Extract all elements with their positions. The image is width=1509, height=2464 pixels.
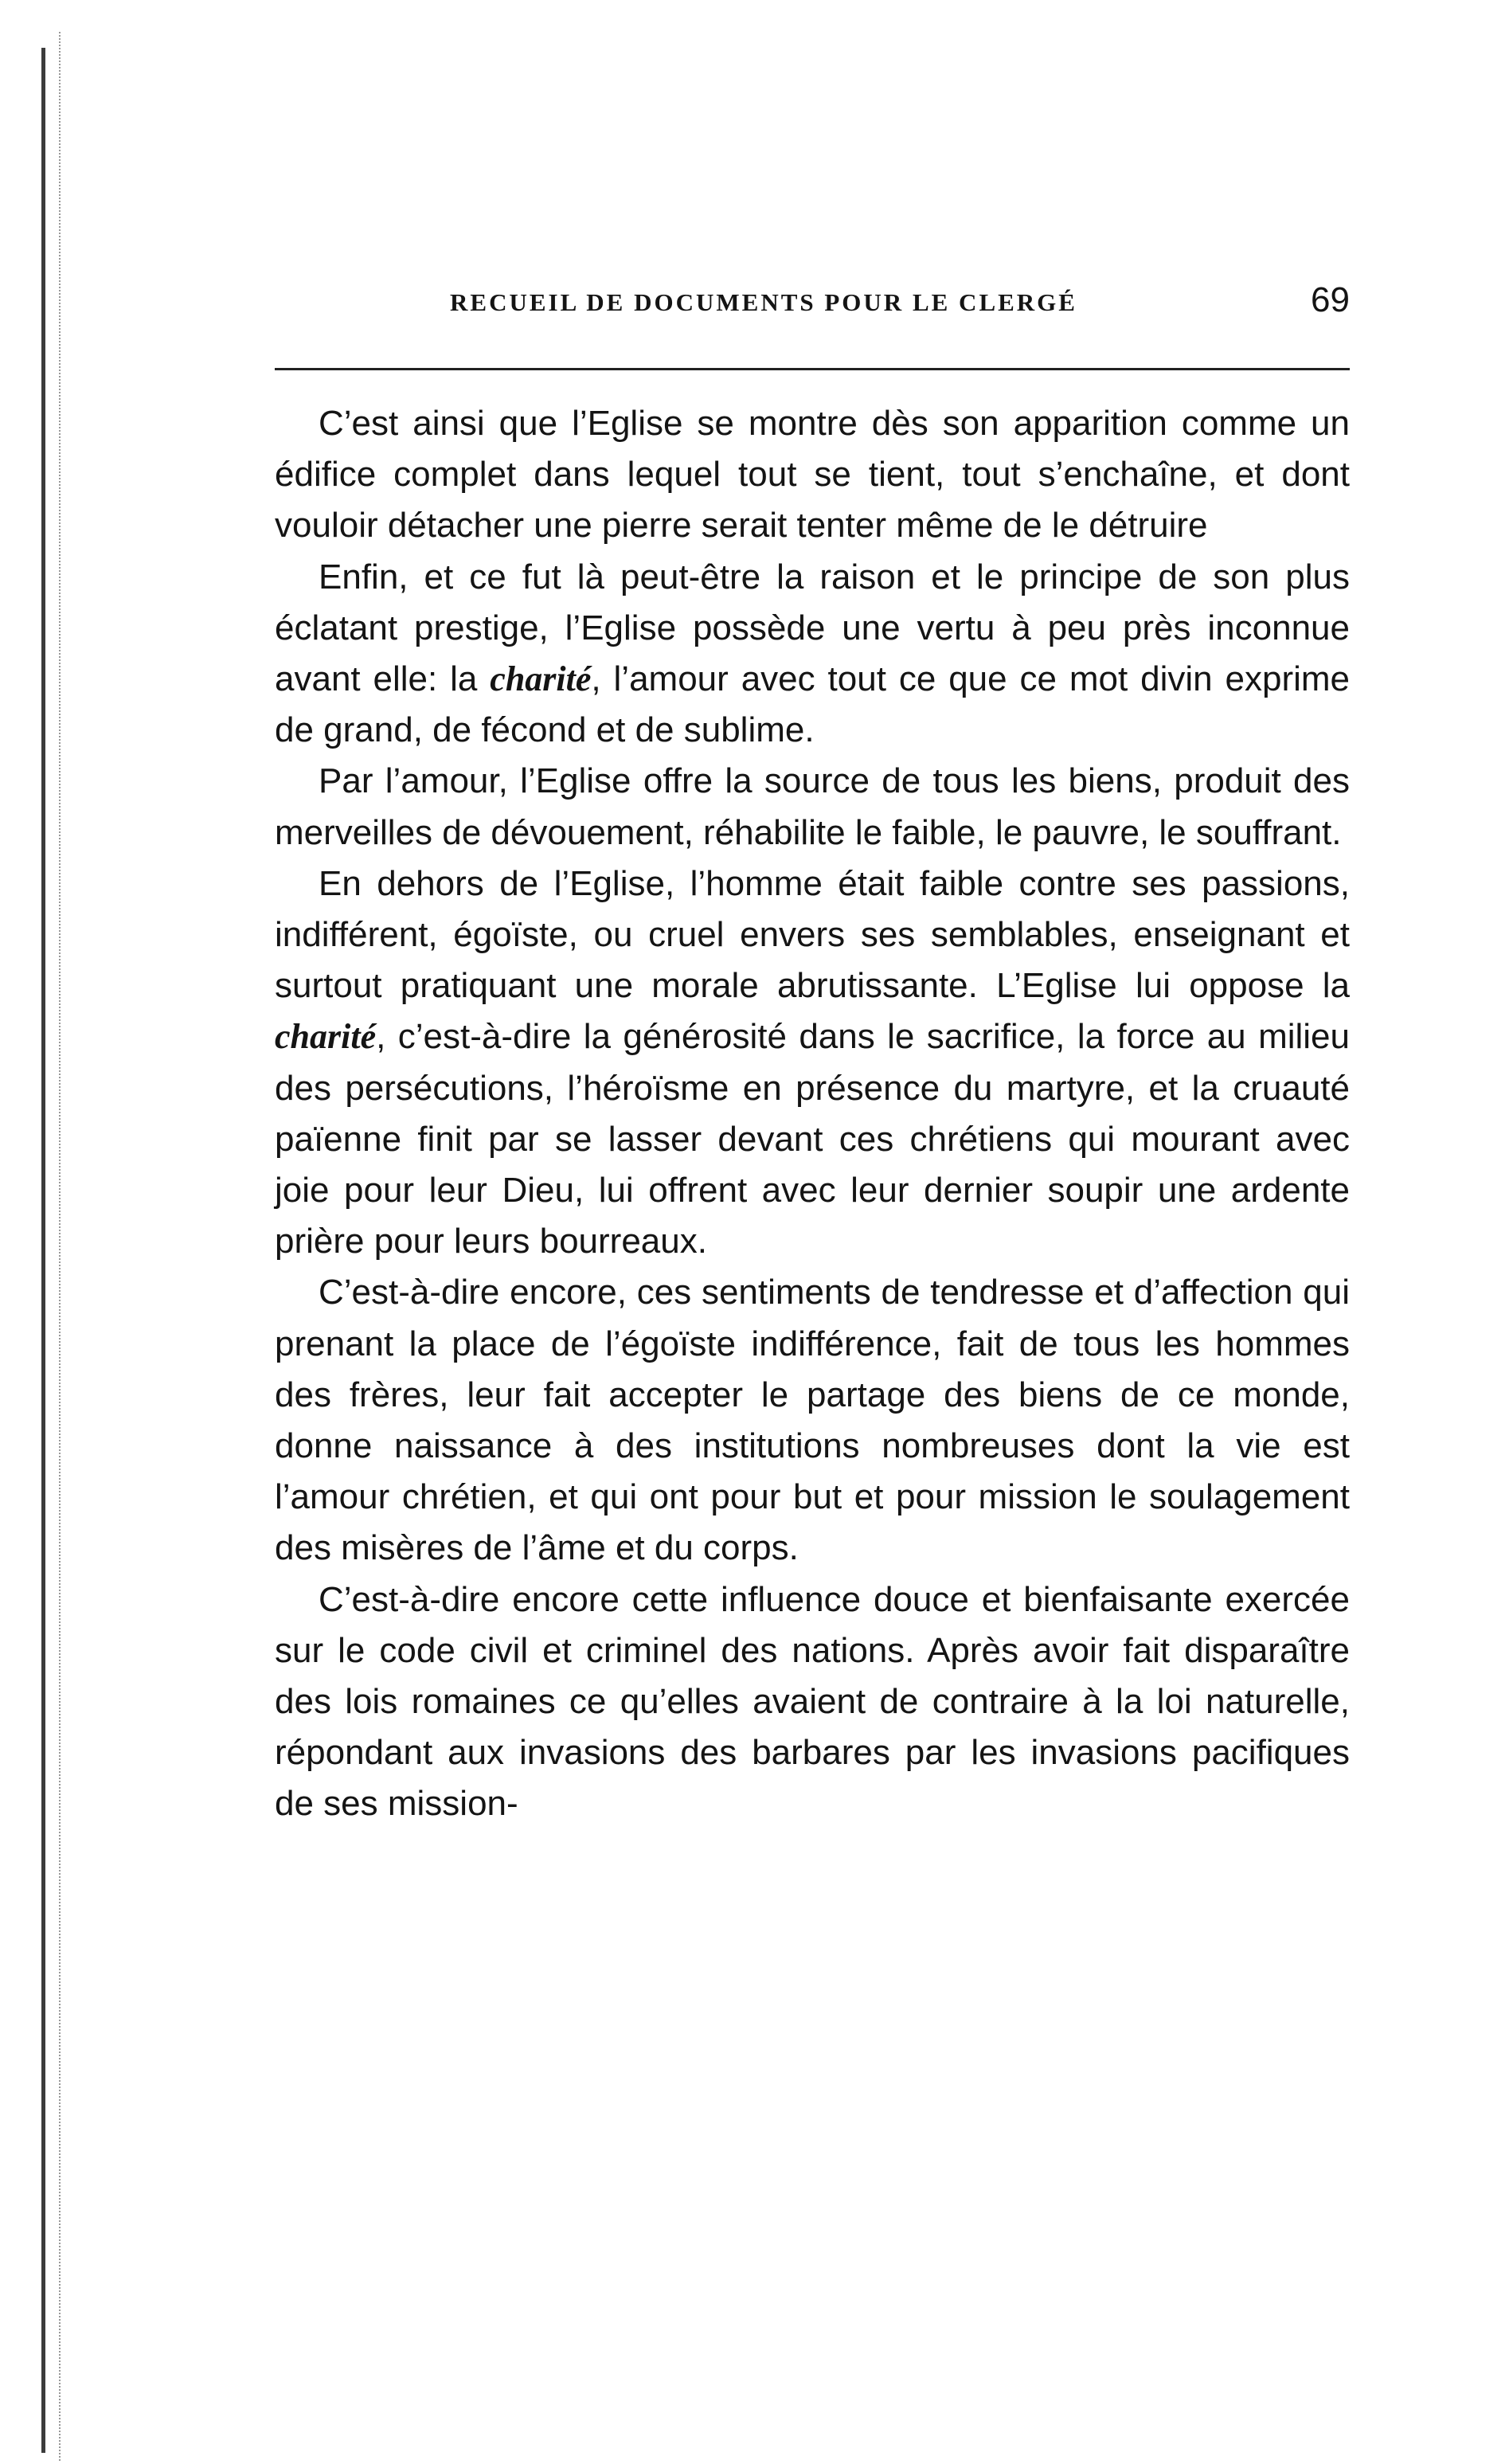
paragraph-4 [275,858,1350,1268]
emphasis-charite: charité [275,1017,377,1057]
paragraph-text: , l’amour avec tout ce que ce mot divin exprime de grand, de fécond et de sublime. [275,659,1350,750]
paragraph-3 [275,756,1350,858]
header-rule [275,368,1350,370]
paragraph-text: , c’est-à-dire la générosité dans le sacrifice, la force au milieu des persécutions, l’héroïsme en présence du martyre, et la cruauté païenne finit par se lasser devant ces chrétiens qui mourant avec joie pour leur Dieu, lui offrent avec leur dernier soupir une ardente prière pour leurs bourreaux. [275,1017,1350,1261]
page-number: 69 [1311,280,1350,319]
paragraph-text: En dehors de l’Eglise, l’homme était faible contre ses passions, indifférent, égoïste, ou cruel envers ses semblables, enseignant et surtout pratiquant une morale abrutissante. L’Eglise lui oppose la [275,863,1350,1006]
paragraph-5 [275,1267,1350,1574]
paragraph-2 [275,552,1350,757]
paragraph-6 [275,1574,1350,1830]
paragraph-1 [275,398,1350,552]
paragraph-text: C’est-à-dire encore, ces sentiments de tendresse et d’affection qui prenant la place de l’égoïste indifférence, fait de tous les hommes des frères, leur fait accepter le partage des biens de ce monde, donne naissance à des institutions nombreuses dont la vie est l’amour chrétien, et qui ont pour but et pour mission le soulagement des misères de l’âme et du corps. [275,1273,1350,1568]
paragraph-text: C’est ainsi que l’Eglise se montre dès son apparition comme un édifice complet dans lequel tout se tient, tout s’enchaîne, et dont vouloir détacher une pierre serait tenter même de le détruire [275,404,1350,546]
body-text [275,398,1350,1830]
paragraph-text: Enfin, et ce fut là peut-être la raison et le principe de son plus éclatant prestige, l’Eglise possède une vertu à peu près inconnue avant elle: la [275,557,1350,699]
emphasis-charite: charité [490,659,592,699]
page-header [275,280,1350,328]
paragraph-text: Par l’amour, l’Eglise offre la source de tous les biens, produit des merveilles de dévouement, réhabilite le faible, le pauvre, le souffrant. [275,761,1350,852]
binding-edge-dots [59,32,61,2461]
binding-edge [41,48,45,2453]
running-head: RECUEIL DE DOCUMENTS POUR LE CLERGÉ [450,288,1077,316]
paragraph-text: C’est-à-dire encore cette influence douce et bienfaisante exercée sur le code civil et criminel des nations. Après avoir fait disparaître des lois romaines ce qu’elles avaient de contraire à la loi naturelle, répondant aux invasions des barbares par les invasions pacifiques de ses mission- [275,1579,1350,1824]
